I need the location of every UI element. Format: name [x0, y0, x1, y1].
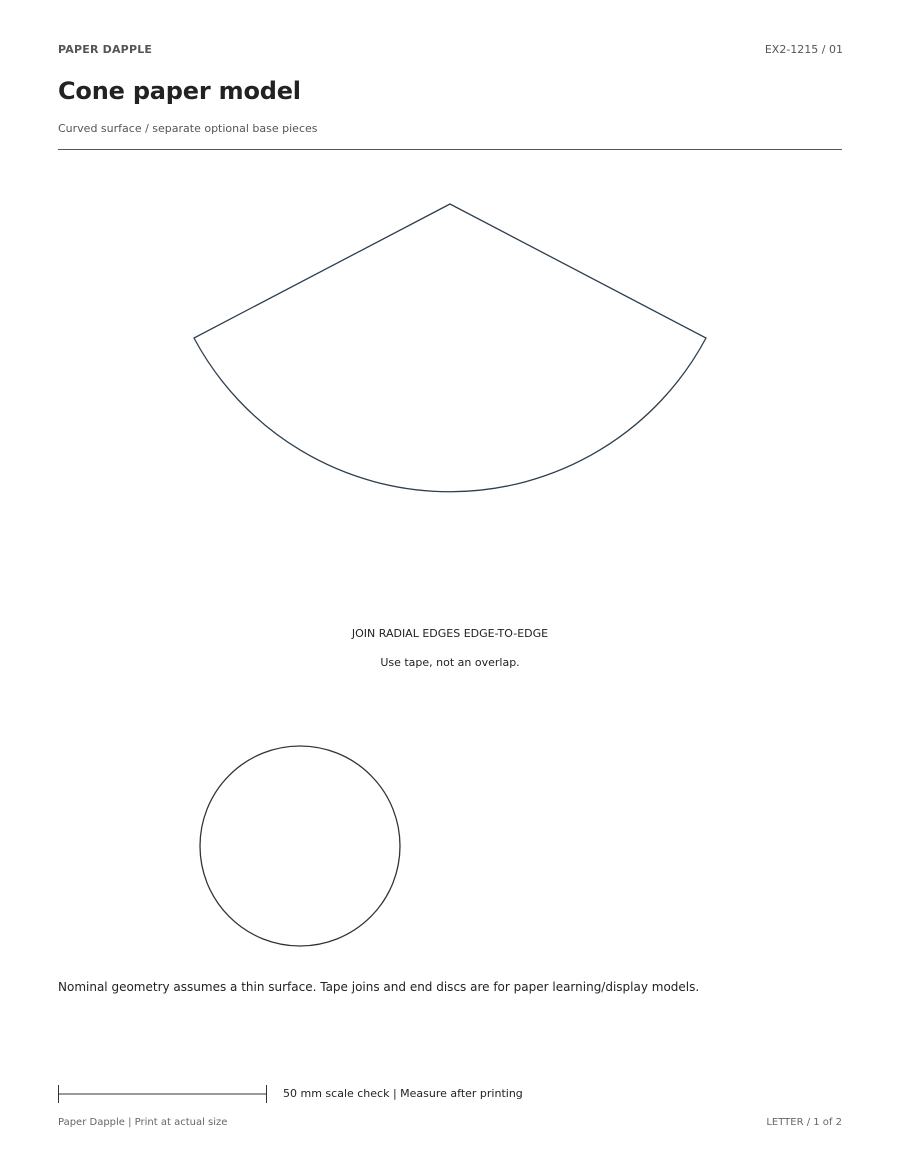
page-title: Cone paper model — [58, 77, 301, 105]
brand-name: PAPER DAPPLE — [58, 43, 153, 56]
footer-page-info: LETTER / 1 of 2 — [766, 1117, 842, 1128]
page-subtitle: Curved surface / separate optional base pieces — [58, 122, 318, 135]
cone-surface-template — [194, 204, 706, 492]
footer-print-note: Paper Dapple | Print at actual size — [58, 1117, 228, 1128]
scale-bar — [58, 1085, 267, 1103]
geometry-note: Nominal geometry assumes a thin surface. Tape joins and end discs are for paper learning/display models. — [58, 980, 700, 994]
join-instruction: JOIN RADIAL EDGES EDGE-TO-EDGE — [351, 627, 549, 640]
document-id: EX2-1215 / 01 — [764, 43, 843, 56]
scale-check-label: 50 mm scale check | Measure after printing — [283, 1087, 523, 1100]
tape-instruction: Use tape, not an overlap. — [380, 656, 520, 669]
base-disc-template — [200, 746, 400, 946]
